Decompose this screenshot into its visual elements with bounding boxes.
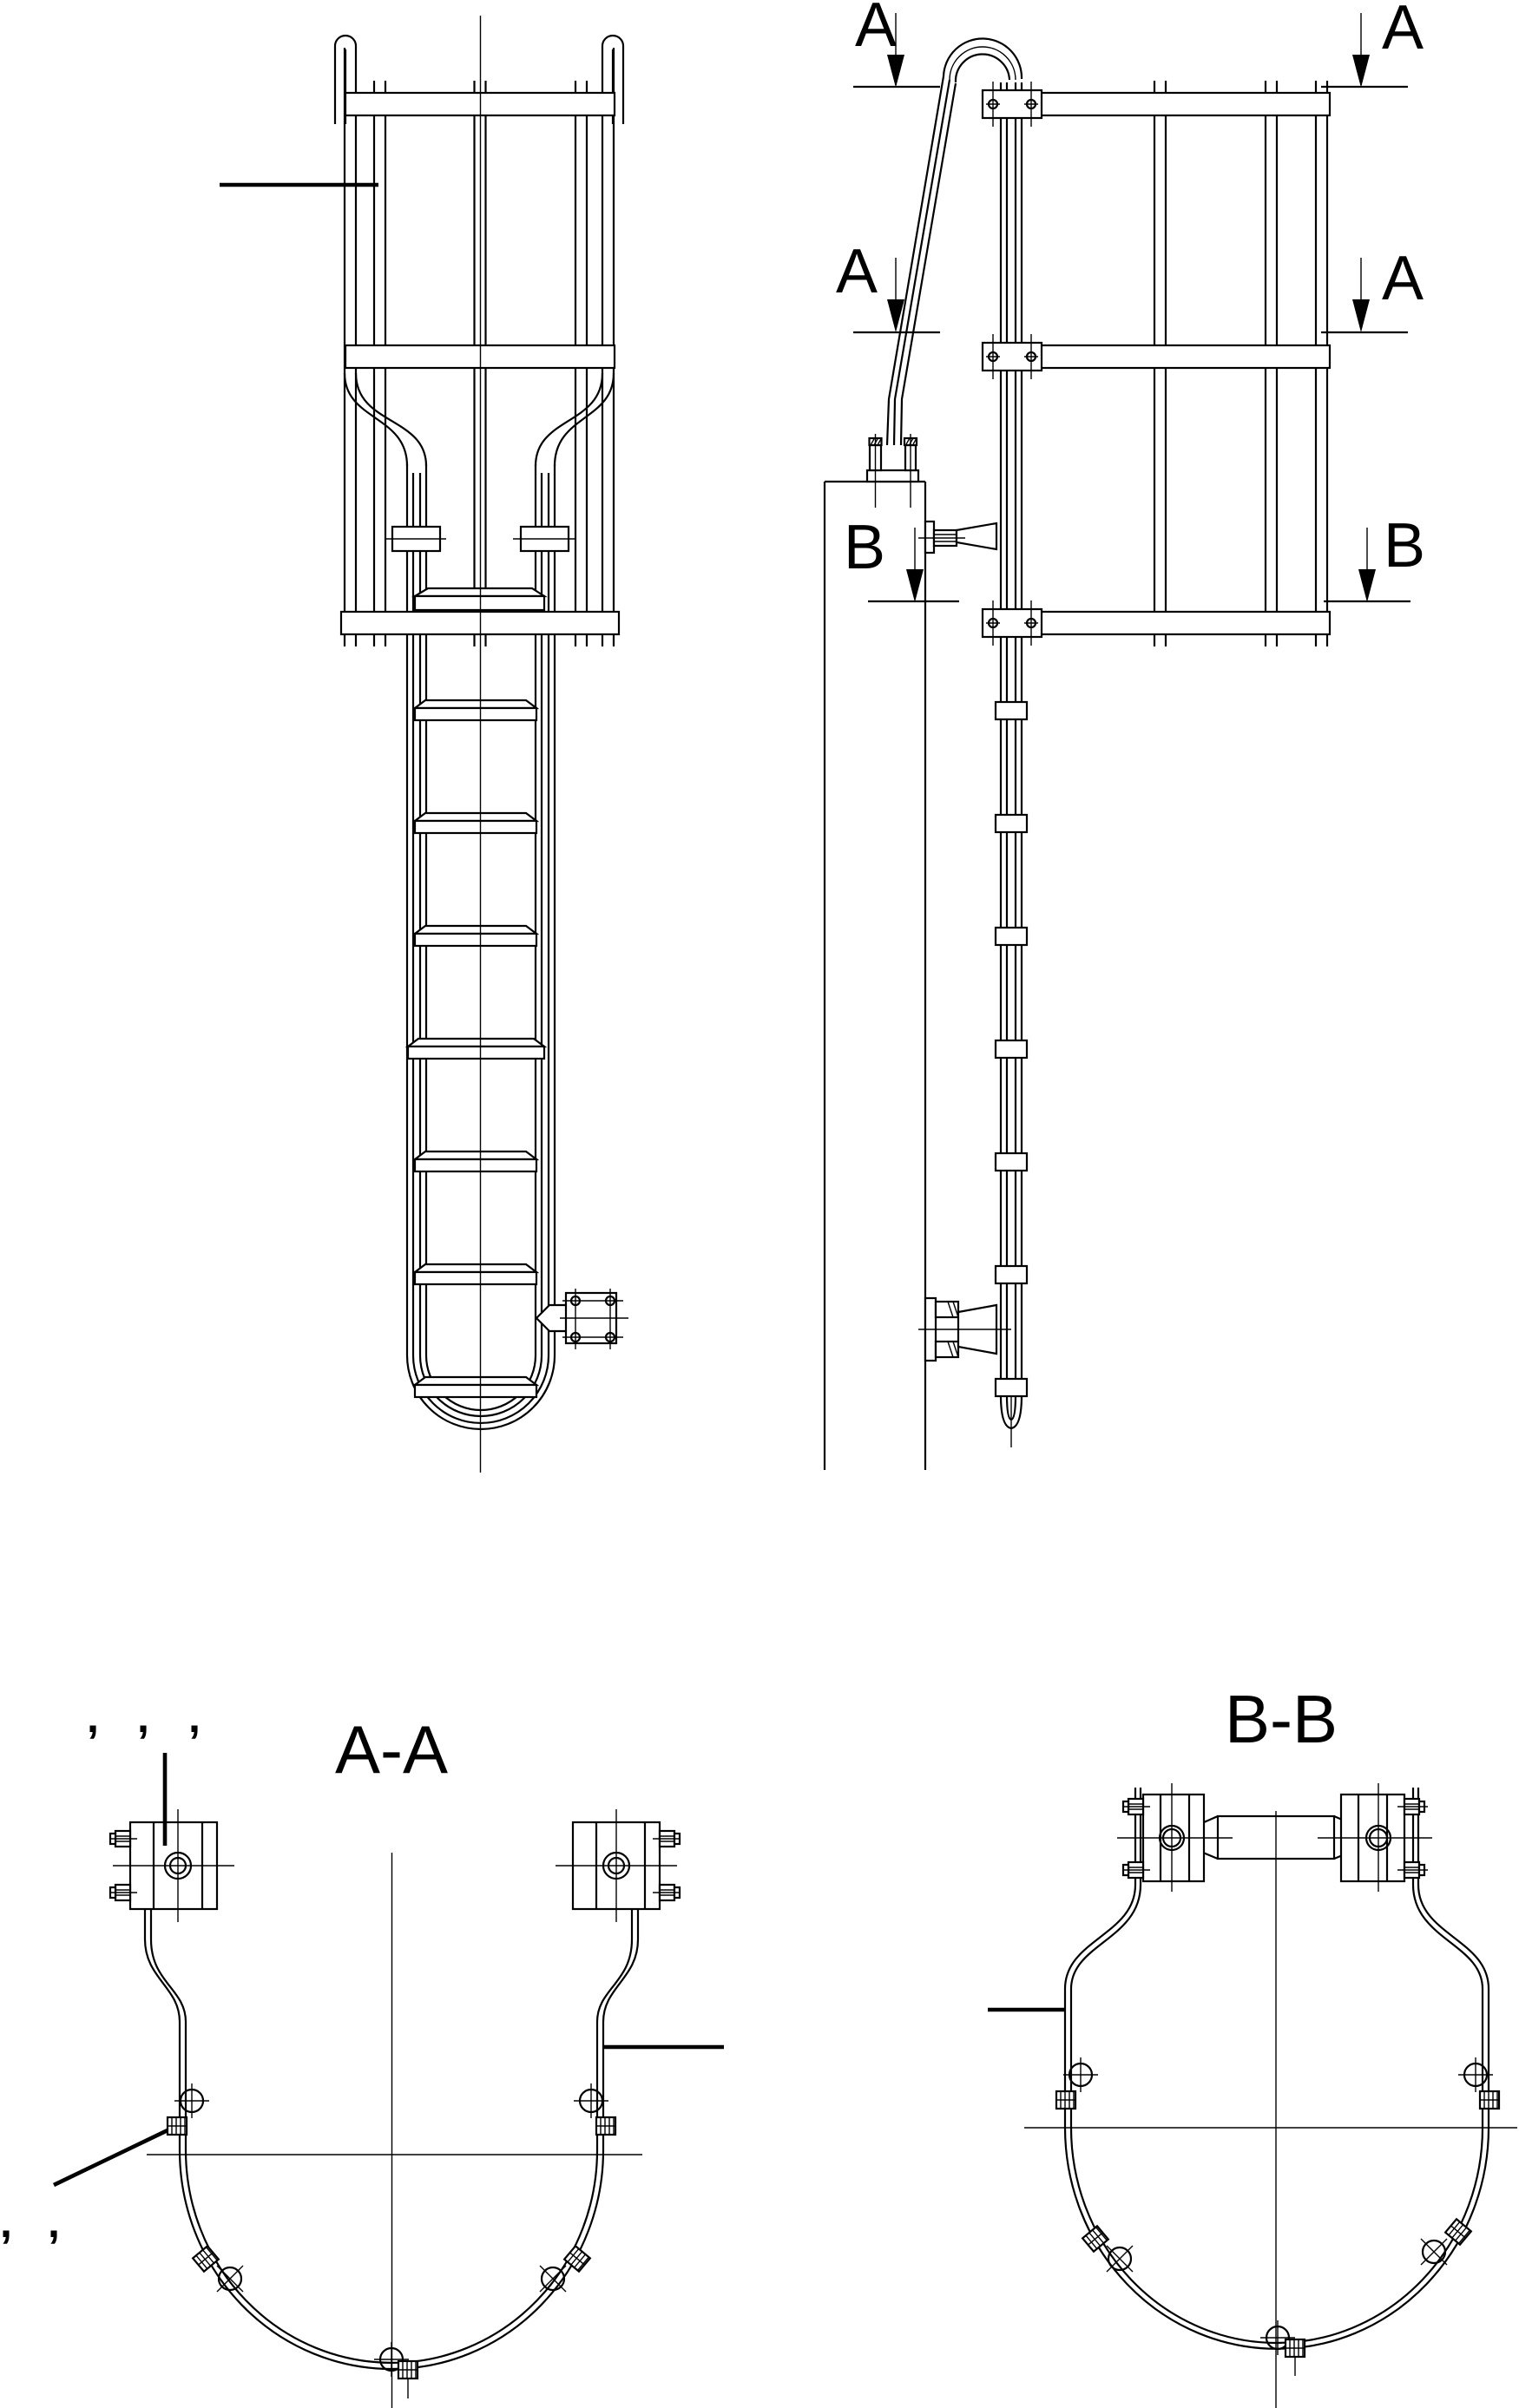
side-view	[825, 0, 1425, 1470]
stringer-curve-right-outer	[555, 373, 614, 466]
section-bb-title: B-B	[1224, 1681, 1338, 1757]
section-cuts	[836, 0, 1425, 602]
cut-label-b-right: B	[1384, 511, 1426, 581]
section-aa	[0, 1693, 724, 2408]
band-plate-middle	[983, 334, 1042, 379]
section-aa-title: A-A	[334, 1711, 449, 1788]
stringer-curve-right-inner	[536, 373, 602, 466]
lower-bracket-front	[536, 1289, 628, 1349]
aa-leader-diagonal	[54, 2130, 168, 2185]
stray-mark-top-2: ,	[137, 1693, 149, 1742]
stray-mark-top-1: ,	[87, 1693, 99, 1742]
stringer-clamp-bb-right	[1318, 1783, 1432, 1892]
stringer-clamp-aa-right	[556, 1809, 680, 1922]
stray-mark-top-3: ,	[188, 1693, 201, 1742]
cut-label-a-top-right: A	[1382, 0, 1424, 62]
front-view	[220, 16, 628, 1473]
band-plate-top	[983, 82, 1042, 127]
stringer-clamp-front-right	[513, 527, 575, 551]
cut-label-a-mid-left: A	[836, 237, 878, 306]
stray-mark-bottom-1: ,	[0, 2198, 12, 2247]
ladder-stringer-side	[1001, 82, 1022, 1395]
cut-label-b-left: B	[844, 513, 886, 582]
stringer-clamp-front-left	[385, 527, 446, 551]
stray-mark-bottom-2: ,	[48, 2198, 60, 2247]
handrail-foot	[867, 434, 918, 508]
ladder-rungs-front	[408, 700, 544, 1397]
upper-wall-bracket	[918, 522, 996, 553]
stringer-clamp-bb-left	[1117, 1783, 1233, 1892]
band-plate-bottom	[983, 600, 1042, 646]
stringer-clamp-aa-left	[110, 1809, 234, 1922]
bb-fasteners	[1056, 2057, 1499, 2376]
cut-label-a-top-left: A	[855, 0, 898, 60]
platform-step	[415, 588, 544, 610]
section-bb	[988, 1681, 1517, 2408]
structure-wall	[825, 482, 925, 1470]
lower-wall-bracket	[918, 1298, 1011, 1361]
cut-label-a-mid-right: A	[1382, 244, 1424, 313]
stringer-curve-left-inner	[356, 373, 426, 466]
stringer-curve-left-outer	[345, 373, 407, 466]
